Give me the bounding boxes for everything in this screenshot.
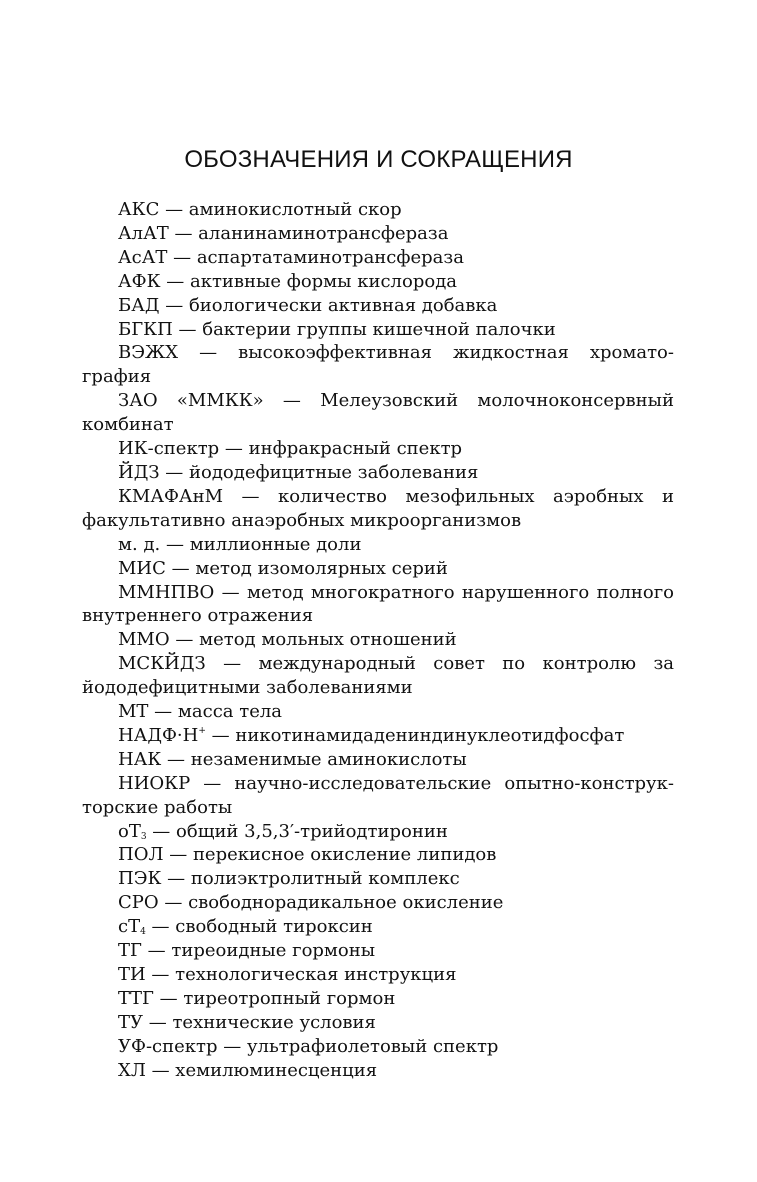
list-item: ТИ — технологическая инструкция (118, 964, 457, 985)
entry-definition: свободный тироксин (175, 916, 373, 938)
entry-abbreviation: УФ-спектр (118, 1035, 218, 1057)
entry-abbreviation: ММНПВО (118, 581, 215, 603)
abbreviation-base: сТ (118, 916, 141, 938)
entry-abbreviation (118, 916, 146, 937)
abbreviation-base: оТ (118, 820, 141, 842)
abbreviation-subscript: 3 (140, 831, 147, 842)
entry-definition: полиэктролитный комплекс (190, 868, 460, 890)
list-item: ТУ — технические условия (118, 1011, 376, 1033)
entry-abbreviation: МСКЙДЗ (118, 653, 206, 675)
entry-definition: технические условия (172, 1011, 376, 1033)
list-item: ХЛ — хемилюминесценция (118, 1059, 378, 1081)
entry-definition: тиреоидные гормоны (171, 940, 376, 962)
entry-abbreviation: ТУ (118, 1011, 144, 1033)
entry-abbreviation: ТИ (118, 964, 146, 985)
list-item: МСКЙДЗ — международный совет по контролю за йододефицитными заболеваниями (82, 653, 674, 699)
list-item: КМАФАнМ — количество мезофильных аэробных и факультативно анаэробных микроорганизмов (82, 485, 674, 531)
entry-definition: незаменимые аминокислоты (190, 748, 467, 770)
list-item: ПЭК — полиэктролитный комплекс (118, 868, 460, 890)
list-item: АКС — аминокислотный скор (118, 199, 402, 220)
list-item: НИОКР — научно-исследовательские опытно-конструкторские работы (82, 772, 674, 818)
list-item: ЗАО «ММКК» — Мелеузовский молочноконсервный комбинат (82, 390, 674, 436)
abbreviation-list (82, 198, 674, 1083)
entry-definition: научно-исследовательские опытно-конструкторские работы (82, 772, 674, 818)
list-item: БГКП — бактерии группы кишечной палочки (118, 318, 556, 340)
entry-abbreviation: АФК (118, 270, 161, 292)
entry-definition: биологически активная добавка (188, 294, 498, 316)
list-item: ТГ — тиреоидные гормоны (118, 940, 376, 962)
entry-abbreviation: ПОЛ (118, 844, 164, 866)
entry-definition: технологическая инструкция (175, 964, 457, 985)
entry-definition: количество мезофильных аэробных и факультативно анаэробных микроорганизмов (82, 485, 674, 531)
entry-abbreviation: ВЭЖХ (118, 342, 179, 364)
entry-abbreviation: АсАТ (118, 246, 168, 268)
list-item: СРО — свободнорадикальное окисление (118, 892, 504, 914)
page-title: ОБОЗНАЧЕНИЯ И СОКРАЩЕНИЯ (184, 146, 573, 173)
entry-definition: свободнорадикальное окисление (188, 892, 504, 914)
entry-definition: высокоэффективная жидкостная хроматография (82, 342, 674, 388)
entry-definition: метод изомолярных серий (195, 557, 448, 579)
list-item: НАДФ·Н+ — никотинамидадениндинуклеотидфосфат (118, 724, 625, 746)
entry-abbreviation: ХЛ (118, 1059, 146, 1081)
entry-definition: тиреотропный гормон (183, 987, 396, 1009)
list-item: ТТГ — тиреотропный гормон (118, 987, 396, 1009)
entry-abbreviation: БАД (118, 294, 160, 316)
entry-abbreviation: НИОКР (118, 772, 191, 794)
list-item: м. д. — миллионные доли (118, 533, 362, 555)
list-item: ВЭЖХ — высокоэффективная жидкостная хроматография (82, 342, 674, 388)
entry-abbreviation: АКС (118, 199, 160, 220)
list-item: $оТ_3$ — общий 3,5,3′-трийодтиронин (118, 820, 448, 842)
abbreviation-subscript: 4 (140, 927, 146, 938)
entry-definition: аланинаминотрансфераза (198, 222, 449, 244)
entry-definition: Мелеузовский молочноконсервный комбинат (82, 390, 674, 436)
list-item: АсАТ — аспартатаминотрансфераза (118, 246, 464, 268)
entry-definition: масса тела (177, 701, 283, 723)
entry-definition: аминокислотный скор (188, 199, 402, 220)
entry-abbreviation: ММО (118, 629, 170, 651)
list-item: ИК-спектр — инфракрасный спектр (118, 438, 463, 460)
entry-definition: международный совет по контролю за йододефицитными заболеваниями (82, 653, 674, 699)
entry-definition: метод мольных отношений (199, 629, 457, 651)
abbreviation-superscript: + (198, 725, 206, 736)
entry-abbreviation: ЙДЗ (118, 461, 160, 483)
entry-abbreviation: СРО (118, 892, 159, 914)
list-item: МТ — масса тела (118, 701, 283, 723)
entry-definition: миллионные доли (189, 533, 362, 555)
list-item: $сТ_4$ — свободный тироксин (118, 916, 373, 938)
entry-definition: хемилюминесценция (175, 1059, 378, 1081)
entry-definition: йододефицитные заболевания (189, 461, 479, 483)
entry-abbreviation: БГКП (118, 318, 173, 340)
entry-abbreviation: ТТГ (118, 987, 154, 1009)
list-item: АФК — активные формы кислорода (118, 270, 458, 292)
entry-definition: метод многократного нарушенного полного внутреннего отражения (82, 581, 675, 627)
entry-definition: аспартатаминотрансфераза (196, 246, 464, 268)
entry-definition: ультрафиолетовый спектр (246, 1035, 499, 1057)
entry-abbreviation: ЗАО «ММКК» (118, 390, 264, 412)
list-item: АлАТ — аланинаминотрансфераза (118, 222, 449, 244)
entry-definition: бактерии группы кишечной палочки (202, 318, 556, 340)
entry-abbreviation: МТ (118, 701, 149, 723)
list-item: МИС — метод изомолярных серий (118, 557, 448, 579)
entry-definition: активные формы кислорода (189, 270, 458, 292)
entry-abbreviation: АлАТ (118, 222, 169, 244)
entry-abbreviation: ИК-спектр (118, 438, 220, 460)
entry-definition: инфракрасный спектр (248, 438, 463, 460)
entry-abbreviation (118, 725, 206, 746)
list-item: ПОЛ — перекисное окисление липидов (118, 844, 497, 866)
list-item: ММО — метод мольных отношений (118, 629, 457, 651)
entry-abbreviation: МИС (118, 557, 166, 579)
entry-abbreviation: ПЭК (118, 868, 162, 890)
list-item: УФ-спектр — ультрафиолетовый спектр (118, 1035, 499, 1057)
list-item: ЙДЗ — йододефицитные заболевания (118, 461, 479, 483)
list-item: БАД — биологически активная добавка (118, 294, 498, 316)
entry-definition: перекисное окисление липидов (192, 844, 497, 866)
abbreviation-base: НАДФ·Н (118, 724, 199, 746)
entry-definition: никотинамидадениндинуклеотидфосфат (235, 724, 625, 746)
entry-abbreviation: НАК (118, 748, 162, 770)
entry-definition: общий 3,5,3′-трийодтиронин (176, 820, 448, 842)
entry-abbreviation: КМАФАнМ (118, 485, 223, 507)
entry-abbreviation (118, 821, 147, 842)
list-item: НАК — незаменимые аминокислоты (118, 748, 467, 770)
entry-abbreviation: м. д. (118, 533, 161, 555)
entry-abbreviation: ТГ (118, 940, 142, 962)
list-item: ММНПВО — метод многократного нарушенного полного внутреннего отражения (82, 581, 675, 627)
